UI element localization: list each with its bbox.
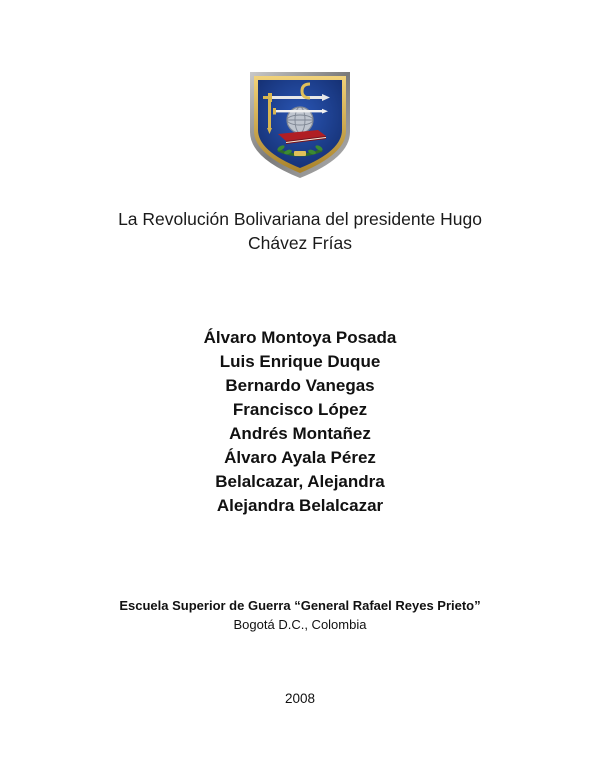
author-name: Luis Enrique Duque	[219, 352, 381, 371]
institution-name: Escuela Superior de Guerra “General Rafael Reyes Prieto”	[119, 598, 481, 613]
institution-block	[40, 596, 560, 634]
author-name: Andrés Montañez	[229, 424, 371, 443]
military-school-shield-icon	[248, 70, 352, 180]
title-line-2: Chávez Frías	[247, 233, 353, 253]
author-name: Álvaro Montoya Posada	[203, 328, 397, 347]
document-title	[60, 207, 540, 255]
title-line-1: La Revolución Bolivariana del presidente Hugo	[118, 209, 482, 229]
publication-year: 2008	[284, 691, 316, 706]
author-name: Francisco López	[232, 400, 368, 419]
author-name: Álvaro Ayala Pérez	[224, 448, 376, 467]
author-name: Belalcazar, Alejandra	[215, 472, 385, 491]
institution-location: Bogotá D.C., Colombia	[233, 617, 367, 632]
author-name: Bernardo Vanegas	[225, 376, 375, 395]
author-list	[60, 326, 540, 518]
author-name: Alejandra Belalcazar	[216, 496, 384, 515]
